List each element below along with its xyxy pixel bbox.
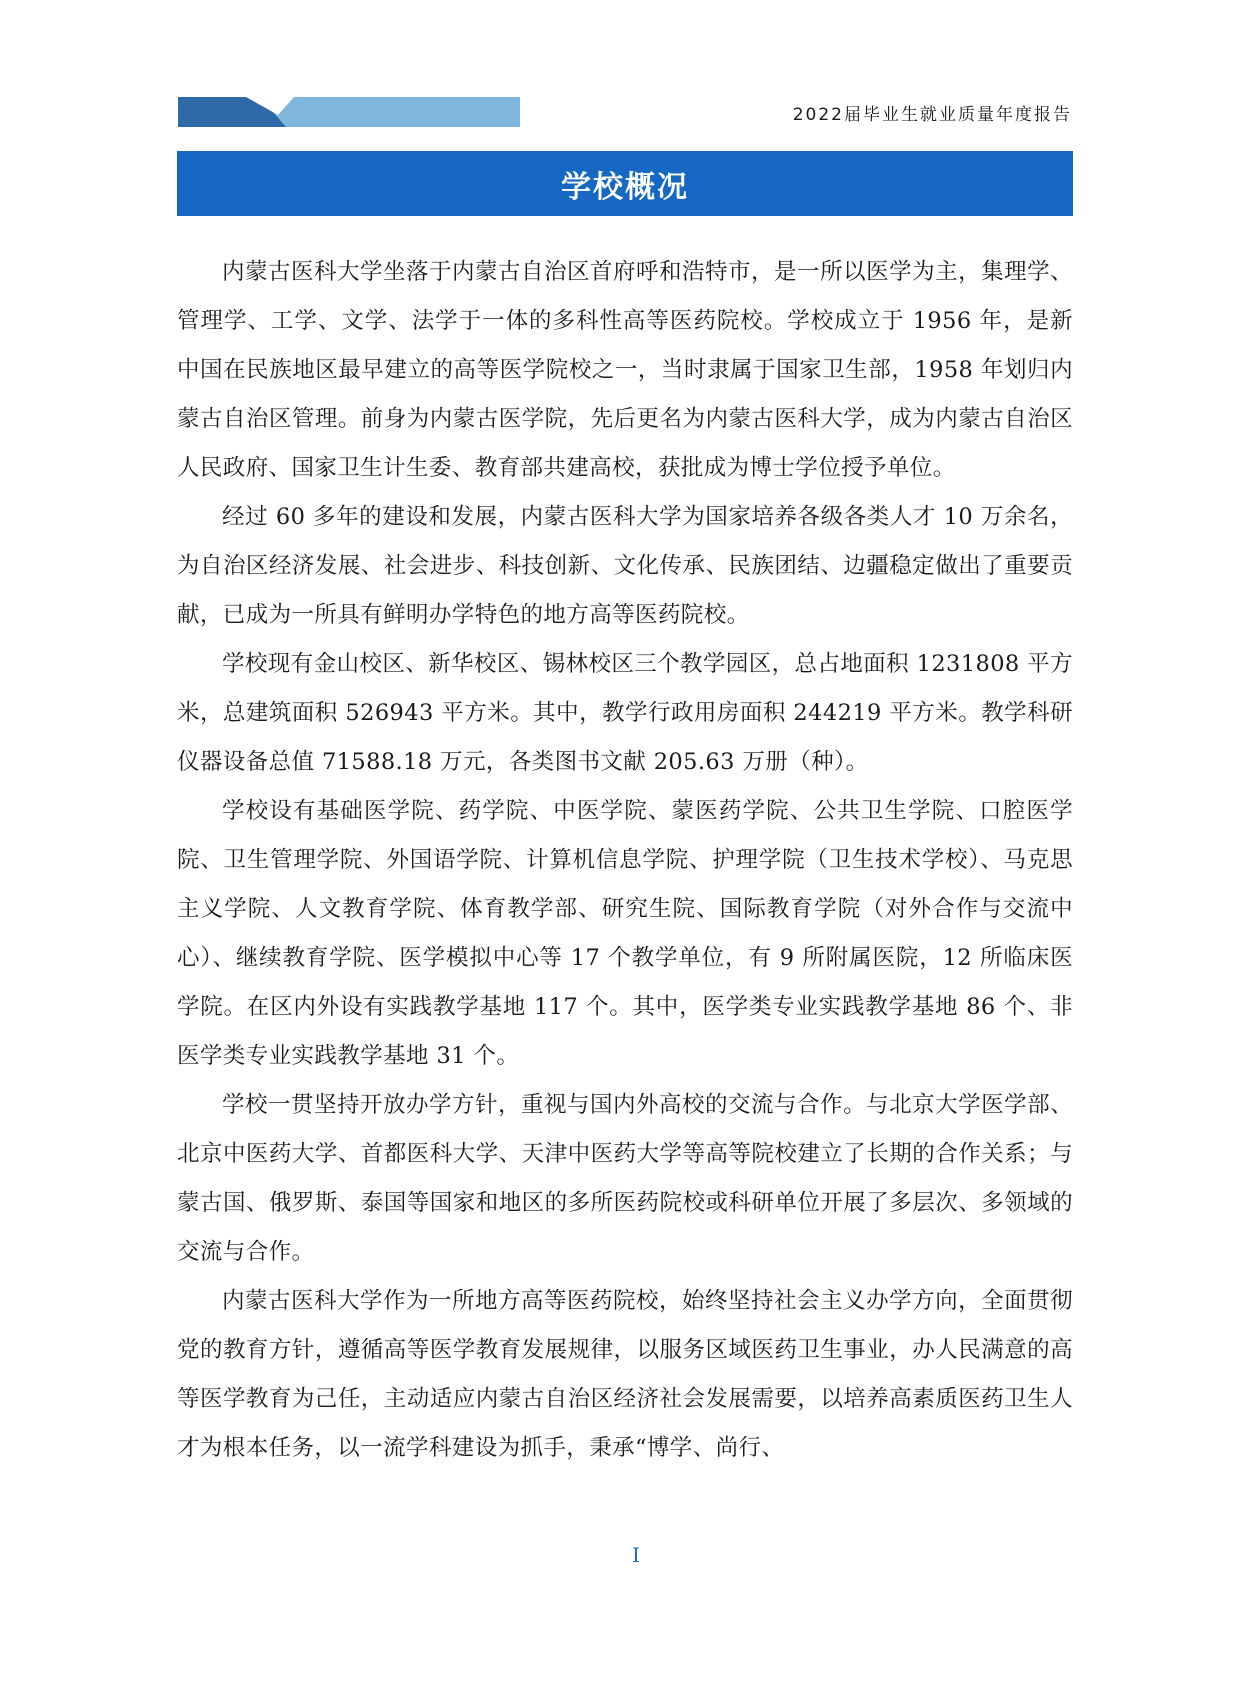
paragraph-cooperation: 学校一贯坚持开放办学方针，重视与国内外高校的交流与合作。与北京大学医学部、北京中医药大学、首都医科大学、天津中医药大学等高等院校建立了长期的合作关系；与蒙古国、俄罗斯、泰国等国家和地区的多所医药院校或科研单位开展了多层次、多领域的交流与合作。 (177, 1092, 1073, 1265)
paragraph-development: 经过 60 多年的建设和发展，内蒙古医科大学为国家培养各级各类人才 10 万余名，为自治区经济发展、社会进步、科技创新、文化传承、民族团结、边疆稳定做出了重要贡献，已成为一所具有鲜明办学特色的地方高等医药院校。 (177, 504, 1073, 628)
paragraph-mission: 内蒙古医科大学作为一所地方高等医药院校，始终坚持社会主义办学方向，全面贯彻党的教育方针，遵循高等医学教育发展规律，以服务区域医药卫生事业，办人民满意的高等医学教育为己任，主动适应内蒙古自治区经济社会发展需要，以培养高素质医药卫生人才为根本任务，以一流学科建设为抓手，秉承“博学、尚行、 (177, 1288, 1073, 1461)
header-decorative-band (178, 97, 520, 127)
page-number: I (632, 1543, 640, 1567)
report-title: 2022届毕业生就业质量年度报告 (792, 105, 1072, 125)
paragraph-departments: 学校设有基础医学院、药学院、中医学院、蒙医药学院、公共卫生学院、口腔医学院、卫生管理学院、外国语学院、计算机信息学院、护理学院（卫生技术学校）、马克思主义学院、人文教育学院、体育教学部、研究生院、国际教育学院（对外合作与交流中心）、继续教育学院、医学模拟中心等 17 个教学单位，有 9 所附属医院，12 所临床医学院。在区内外设有实践教学基地 117 个。其中，医学类专业实践教学基地 86 个、非医学类专业实践教学基地 31 个。 (177, 798, 1073, 1069)
section-title: 学校概况 (561, 169, 689, 205)
paragraph-school-intro: 内蒙古医科大学坐落于内蒙古自治区首府呼和浩特市，是一所以医学为主，集理学、管理学、工学、文学、法学于一体的多科性高等医药院校。学校成立于 1956 年，是新中国在民族地区最早建立的高等医学院校之一，当时隶属于国家卫生部，1958 年划归内蒙古自治区管理。前身为内蒙古医学院，先后更名为内蒙古医科大学，成为内蒙古自治区人民政府、国家卫生计生委、教育部共建高校，获批成为博士学位授予单位。 (177, 259, 1073, 481)
section-banner (177, 151, 1073, 216)
body-text (177, 248, 1073, 1473)
header-band-graphic (178, 97, 520, 127)
paragraph-campus: 学校现有金山校区、新华校区、锡林校区三个教学园区，总占地面积 1231808 平方米，总建筑面积 526943 平方米。其中，教学行政用房面积 244219 平方米。教学科研仪器设备总值 71588.18 万元，各类图书文献 205.63 万册（种）。 (177, 651, 1073, 775)
